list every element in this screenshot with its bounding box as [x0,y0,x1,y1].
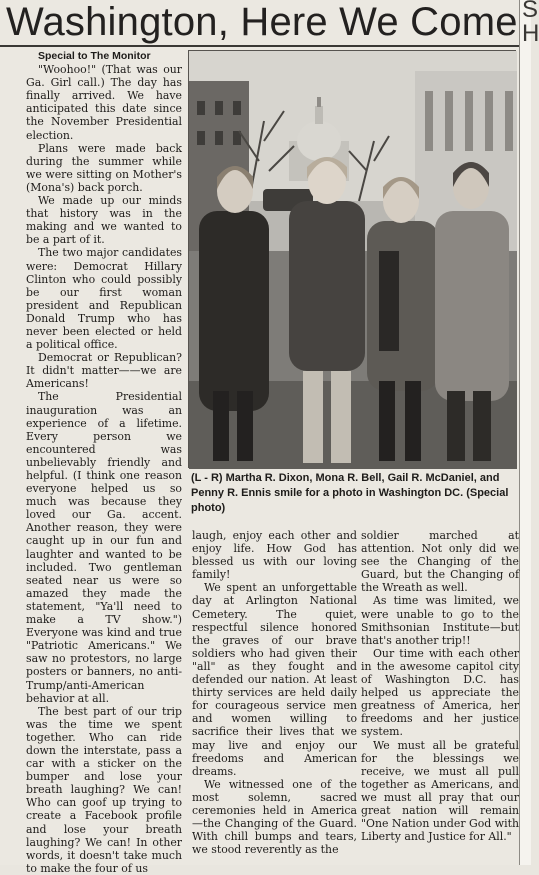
paragraph: The Presidential inauguration was an experience of a lifetime. Every person we encountered was unbelievably friendly and helpful. (I think one reason everyone helped us so much was because they loved our Ga. accent. Another reason, they were caught up in our fun and laughter and wanted to be included. Two gentleman seated near us were so amazed they made the statement, "Ya'll need to make a TV show.") Everyone was kind and true "Patriotic Americans." We saw no protestors, no large posters or banners, no anti-Trump/anti-American behavior at all. [26,390,182,705]
paragraph: soldier marched at attention. Not only did we see the Changing of the Guard, but the Changing of the Wreath as well. [361,529,519,595]
paragraph: "Woohoo!" (That was our Ga. Girl call.) The day has finally arrived. We have anticipated this date since the November Presidential election. [26,63,182,142]
headline: Washington, Here We Come [6,0,518,44]
paragraph: Democrat or Republican? It didn't matter——we are Americans! [26,351,182,391]
paragraph: The best part of our trip was the time we spent together. Who can ride down the interstate, pass a car with a sticker on the bumper and lose your breath laughing? We can! Who can goof up trying to create a Facebook profile and lose your breath laughing? We can! In other words, it doesn't take much to make the four of us [26,704,182,875]
article-column-3 [361,529,519,862]
edge-fragment: S [522,0,539,23]
paragraph: We spent an unforgettable day at Arlington National Cemetery. The quiet, respectful silence honored the graves of our brave soldiers who had given their "all" as they fought and defended our nation. At least thirty services are held daily for courageous service men and women willing to sacrifice their lives that we may live and enjoy our freedoms and American dreams. [192,581,357,778]
adjacent-article-edge [519,0,539,865]
article-column-1 [26,50,182,875]
photo-caption: (L - R) Martha R. Dixon, Mona R. Bell, Gail R. McDaniel, and Penny R. Ennis smile for a photo in Washington DC. (Special photo) [191,472,509,514]
paragraph: Plans were made back during the summer while we were sitting on Mother's (Mona's) back porch. [26,141,182,194]
headline-rule [0,45,519,47]
paragraph: We made up our minds that history was in the making and we wanted to be a part of it. [26,194,182,247]
paragraph: As time was limited, we were unable to go to the Smithsonian Institute—but that's another trip!! [361,594,519,647]
article-column-2 [192,529,357,862]
paragraph: The two major candidates were: Democrat Hillary Clinton who could possibly be our first woman president and Republican Donald Trump who has never been elected or held a political office. [26,246,182,352]
group-photo [188,50,516,468]
paragraph: We witnessed one of the most solemn, sacred ceremonies held in America—the Changing of the Guard. With chill bumps and tears, we stood reverently as the [192,777,357,857]
edge-fragment: H [522,20,539,47]
paragraph: We must all be grateful for the blessings we receive, we must all pull together as Americans, and we must all pray that our great nation will remain "One Nation under God with Liberty and Justice for All." [361,738,519,844]
paragraph: laugh, enjoy each other and enjoy life. How God has blessed us with our loving family! [192,529,357,582]
byline: Special to The Monitor [38,50,151,62]
paragraph: Our time with each other in the awesome capitol city of Washington D.C. has helped us appreciate the greatness of America, her freedoms and her justice system. [361,646,519,739]
